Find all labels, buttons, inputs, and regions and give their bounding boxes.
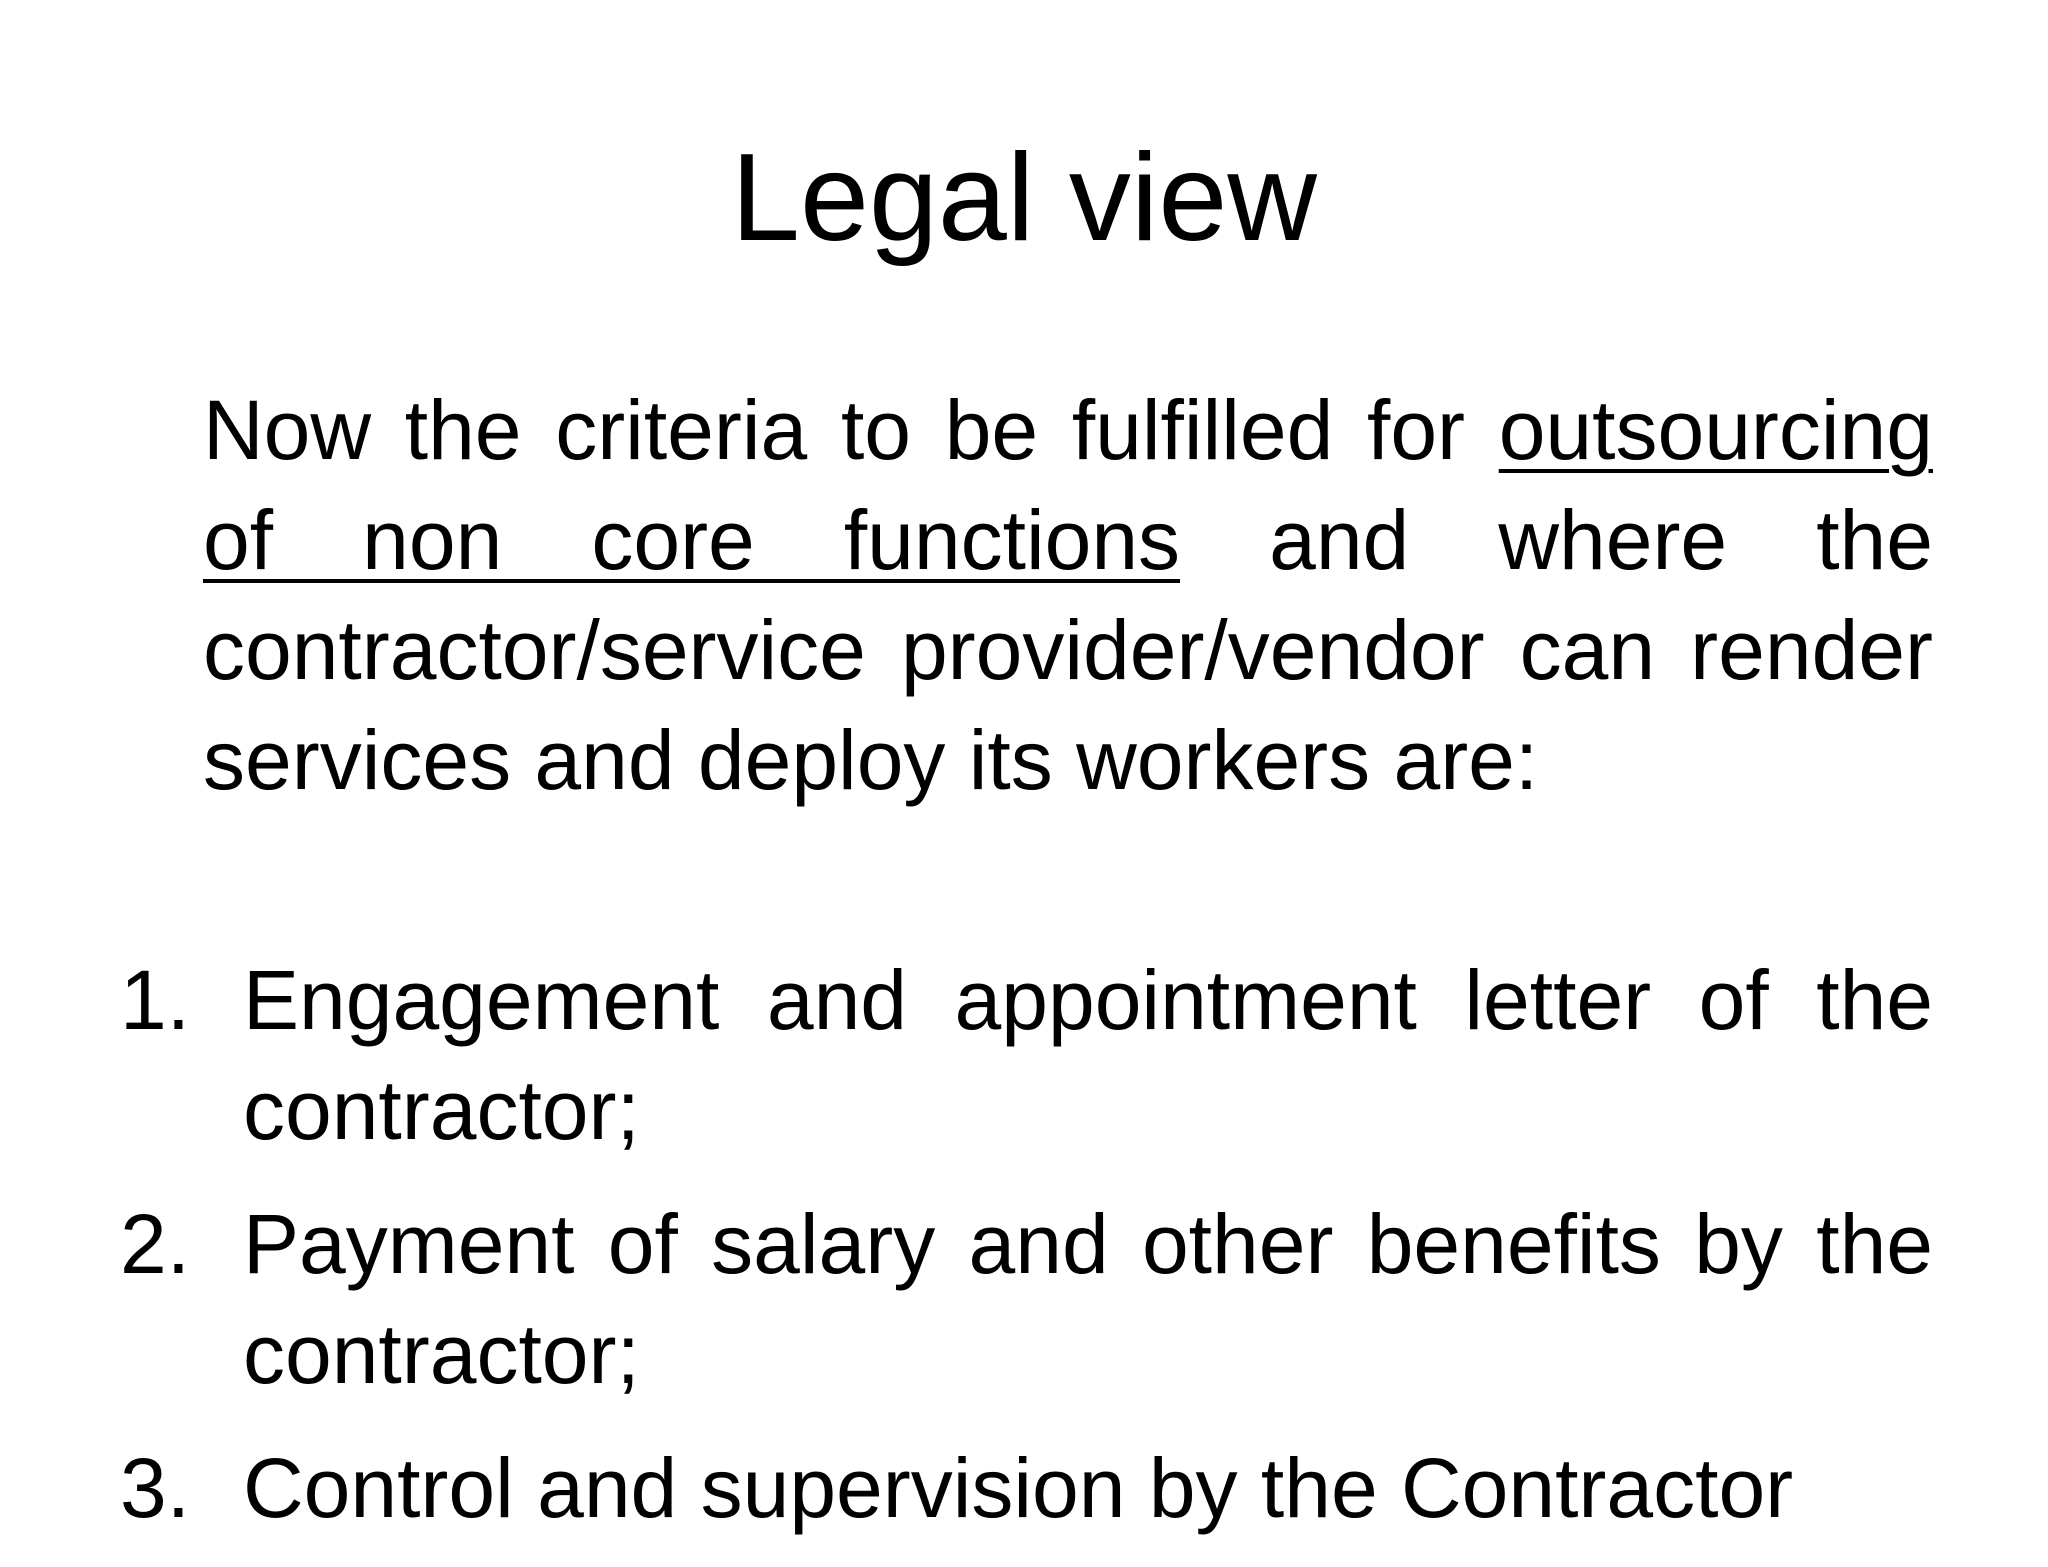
criteria-list <box>120 945 1933 1567</box>
list-item <box>120 945 1933 1165</box>
list-item-text: Payment of salary and other benefits by the contractor; <box>243 1197 1933 1401</box>
list-item-text: Control and supervision by the Contractor <box>243 1441 1794 1535</box>
list-item-number: 1. <box>120 953 191 1047</box>
list-item <box>120 1189 1933 1409</box>
intro-text-start: Now the criteria to be fulfilled for <box>203 383 1499 477</box>
list-item <box>120 1433 1933 1543</box>
intro-underlined-text: outsourcing of non core functions <box>203 383 1933 587</box>
list-item-number: 2. <box>120 1197 191 1291</box>
slide-title: Legal view <box>731 129 1317 267</box>
intro-paragraph <box>203 375 1933 815</box>
intro-text-end: and where the contractor/service provider/vendor can render services and deploy its workers are: <box>203 493 1933 807</box>
list-item-text: Engagement and appointment letter of the contractor; <box>243 953 1933 1157</box>
list-item-number: 3. <box>120 1441 191 1535</box>
